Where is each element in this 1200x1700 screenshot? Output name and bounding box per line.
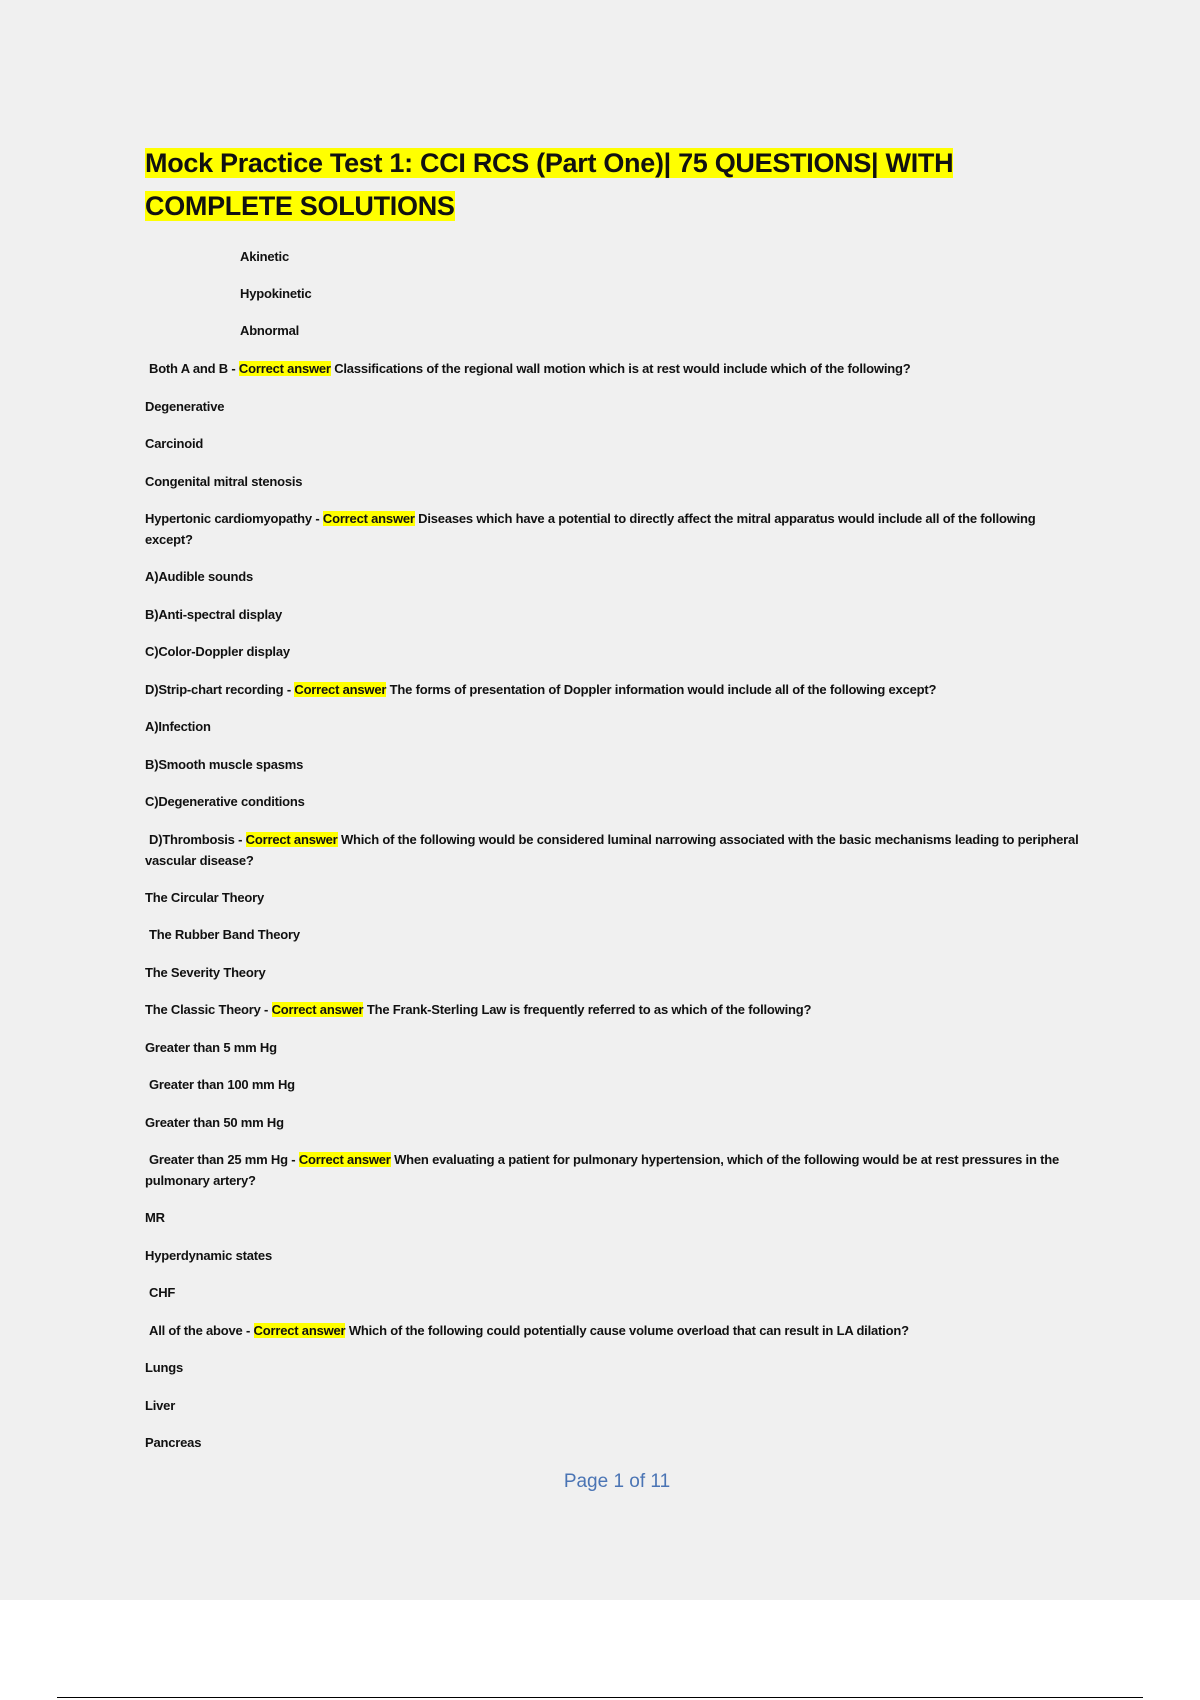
answer-option: Abnormal [240,323,300,338]
answer-option: Greater than 100 mm Hg [149,1077,295,1092]
document-title [145,142,1045,228]
title-highlight: Mock Practice Test 1: CCI RCS (Part One)| 75 QUESTIONS| WITH COMPLETE SOLUTIONS [145,148,954,221]
question-text: The Frank-Sterling Law is frequently referred to as which of the following? [363,1002,812,1017]
answer-text: The Classic Theory - [145,1002,272,1017]
answer-text: All of the above - [149,1323,254,1338]
correct-answer-highlight: Correct answer [253,1323,346,1338]
answer-option: Akinetic [240,249,289,264]
question-text: Which of the following would be considered luminal narrowing associated with the basic mechanisms leading to peripheral vascular disease? [145,832,1079,868]
answer-option: Lungs [145,1360,183,1375]
correct-answer-highlight: Correct answer [245,832,338,847]
answer-option: The Severity Theory [145,965,266,980]
answer-text: Greater than 25 mm Hg - [149,1152,299,1167]
answer-option: Carcinoid [145,436,204,451]
answer-option: MR [145,1210,165,1225]
question-line [145,1149,1085,1191]
page-number: Page 1 of 11 [563,1471,671,1492]
correct-answer-highlight: Correct answer [298,1152,391,1167]
correct-answer-highlight: Correct answer [271,1002,364,1017]
answer-option: The Rubber Band Theory [149,927,300,942]
answer-option: Greater than 5 mm Hg [145,1040,277,1055]
question-text: When evaluating a patient for pulmonary hypertension, which of the following would be at rest pressures in the pulmonary artery? [145,1152,1059,1188]
answer-option: A)Audible sounds [145,569,254,584]
answer-option: The Circular Theory [145,890,265,905]
answer-option: Congenital mitral stenosis [145,474,303,489]
answer-option: C)Color-Doppler display [145,644,290,659]
answer-text: Hypertonic cardiomyopathy - [145,511,323,526]
page-separator-line [57,1697,1143,1698]
answer-option: Pancreas [145,1435,202,1450]
answer-text: D)Strip-chart recording - [145,682,295,697]
answer-text: Both A and B - [149,361,239,376]
answer-option: Hyperdynamic states [145,1248,272,1263]
answer-option: CHF [149,1285,176,1300]
correct-answer-highlight: Correct answer [294,682,387,697]
answer-option: Degenerative [145,399,225,414]
answer-text: D)Thrombosis - [149,832,246,847]
answer-option: Hypokinetic [240,286,312,301]
question-line [145,1320,1085,1341]
question-line [145,508,1085,550]
question-text: Diseases which have a potential to directly affect the mitral apparatus would include all of the following except? [145,511,1036,547]
question-text: Classifications of the regional wall motion which is at rest would include which of the following? [330,361,911,376]
question-text: The forms of presentation of Doppler information would include all of the following except? [386,682,937,697]
question-line [145,999,1085,1020]
question-line [145,358,1085,379]
question-text: Which of the following could potentially cause volume overload that can result in LA dilation? [345,1323,909,1338]
answer-option: C)Degenerative conditions [145,794,305,809]
question-line [145,829,1085,871]
correct-answer-highlight: Correct answer [322,511,415,526]
answer-option: Greater than 50 mm Hg [145,1115,284,1130]
answer-option: Liver [145,1398,176,1413]
answer-option: A)Infection [145,719,211,734]
answer-option: B)Anti-spectral display [145,607,282,622]
answer-option: B)Smooth muscle spasms [145,757,304,772]
question-line [145,679,1085,700]
correct-answer-highlight: Correct answer [238,361,331,376]
